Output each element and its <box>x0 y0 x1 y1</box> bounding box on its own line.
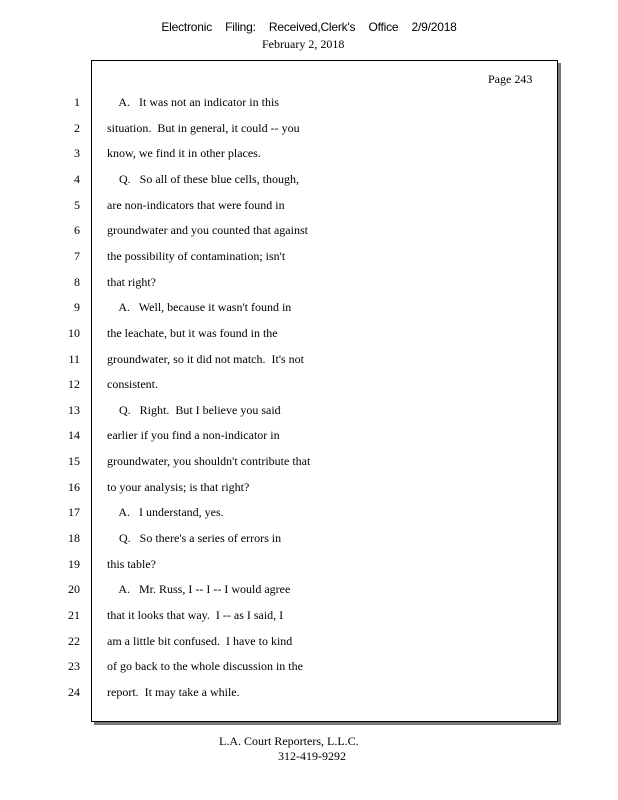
transcript-line: report. It may take a while. <box>107 685 240 699</box>
line-number: 5 <box>74 198 80 212</box>
transcript-line: A. Well, because it wasn't found in <box>107 300 292 314</box>
transcript-line: A. It was not an indicator in this <box>107 95 279 109</box>
transcript-line: Q. So there's a series of errors in <box>107 531 282 545</box>
line-number: 18 <box>68 531 80 545</box>
transcript-line: A. I understand, yes. <box>107 505 224 519</box>
transcript-line: the possibility of contamination; isn't <box>107 249 286 263</box>
line-number: 6 <box>74 223 80 237</box>
line-number: 7 <box>74 249 80 263</box>
line-number: 9 <box>74 300 80 314</box>
transcript-line: Q. So all of these blue cells, though, <box>107 172 299 186</box>
transcript-line: groundwater and you counted that against <box>107 223 308 237</box>
transcript-line: am a little bit confused. I have to kind <box>107 634 293 648</box>
line-number: 1 <box>74 95 80 109</box>
line-number: 3 <box>74 146 80 160</box>
line-number: 23 <box>68 659 80 673</box>
line-number: 2 <box>74 121 80 135</box>
transcript-line: to your analysis; is that right? <box>107 480 250 494</box>
line-number: 11 <box>68 352 80 366</box>
line-number: 17 <box>68 505 80 519</box>
line-number: 14 <box>68 428 80 442</box>
transcript-line: this table? <box>107 557 156 571</box>
transcript-date: February 2, 2018 <box>262 37 345 51</box>
line-number: 21 <box>68 608 80 622</box>
transcript-line: that it looks that way. I -- as I said, I <box>107 608 284 622</box>
transcript-line: of go back to the whole discussion in the <box>107 659 303 673</box>
line-number: 24 <box>68 685 80 699</box>
transcript-line: earlier if you find a non-indicator in <box>107 428 280 442</box>
reporter-company: L.A. Court Reporters, L.L.C. <box>219 734 359 748</box>
transcript-line: that right? <box>107 275 156 289</box>
page-number: Page 243 <box>488 72 533 86</box>
line-number: 10 <box>68 326 80 340</box>
line-number: 16 <box>68 480 80 494</box>
line-number: 4 <box>74 172 80 186</box>
reporter-phone: 312-419-9292 <box>278 749 346 763</box>
line-number: 22 <box>68 634 80 648</box>
line-number: 8 <box>74 275 80 289</box>
transcript-line: the leachate, but it was found in the <box>107 326 278 340</box>
transcript-line: A. Mr. Russ, I -- I -- I would agree <box>107 582 291 596</box>
transcript-line: groundwater, you shouldn't contribute that <box>107 454 311 468</box>
transcript-line: groundwater, so it did not match. It's not <box>107 352 304 366</box>
transcript-line: are non-indicators that were found in <box>107 198 285 212</box>
transcript-line: consistent. <box>107 377 158 391</box>
transcript-line: situation. But in general, it could -- you <box>107 121 300 135</box>
filing-stamp: Electronic Filing: Received,Clerk's Office 2/9/2018 <box>161 20 457 34</box>
line-number: 19 <box>68 557 80 571</box>
line-number: 20 <box>68 582 80 596</box>
line-number: 13 <box>68 403 80 417</box>
transcript-line: know, we find it in other places. <box>107 146 261 160</box>
line-number: 15 <box>68 454 80 468</box>
transcript-line: Q. Right. But I believe you said <box>107 403 281 417</box>
line-number: 12 <box>68 377 80 391</box>
